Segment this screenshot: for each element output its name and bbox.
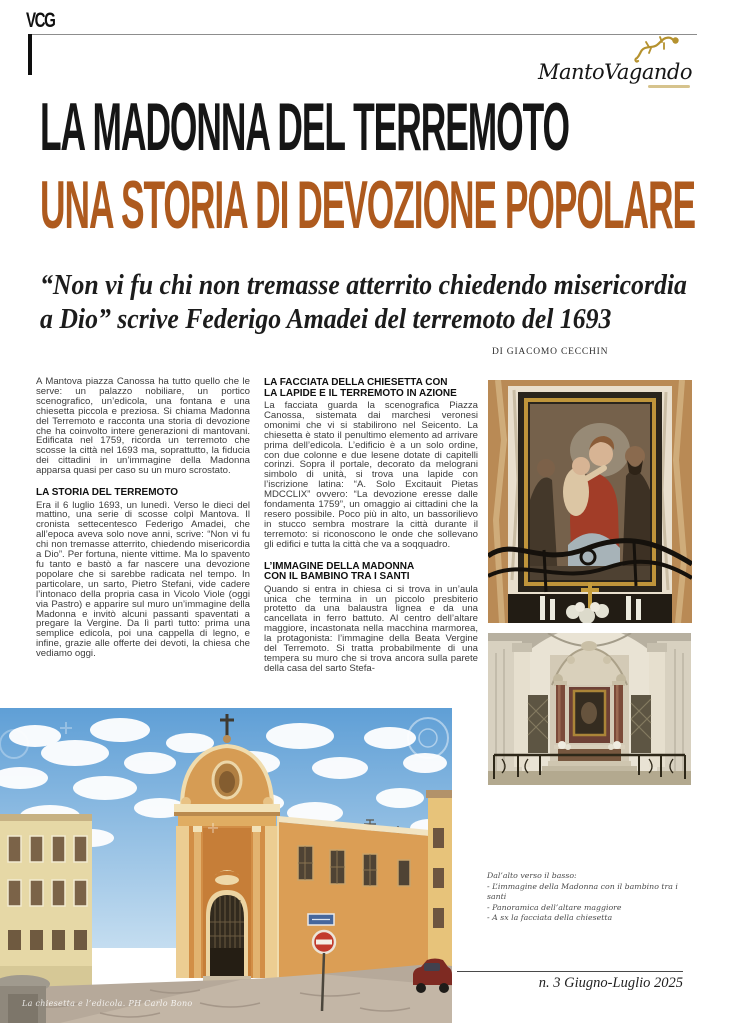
masthead-logo: VCG [26,9,55,32]
standfirst-line2: a Dio” scrive Federigo Amadei del terremoto del 1693 [40,304,612,335]
photo-church-facade [0,708,452,1023]
photo-madonna-painting [488,380,692,623]
footer-rule [457,971,683,972]
top-accent-bar [28,34,32,75]
caption-line: - L’immagine della Madonna con il bambino tra i santi [487,881,678,902]
article-column-2 [264,377,478,674]
section2-heading [264,378,478,399]
section2-body: La facciata guarda la scenografica Piazza Canossa, sistemata dai marchesi veronesi omonimi che vi si stabilirono nel Seicento. La chiesetta è stato il penultimo elemento ad arrivare prima dell’edicola. L’edificio è a un solo ordine, con due colonne e due lesene dotate di capitelli corinzi. Sopra il portale, decorato da melograni simbolo di unità, si trova una lapide con l’iscrizione latina: “A. Solo Excitauit Pietas MDCCLIX” ovvero: “La devozione eresse dalle fondamenta 1759”, un omaggio ai cittadini che la resero possibile. Poco più in alto, un bassorilievo in stucco sembra mostrare la città durante il terremoto: si riconoscono le onde che sollevano gli edifici e tutta la città che va a soqquadro. [264,400,478,550]
section1-body: Era il 6 luglio 1693, un lunedì. Verso le dieci del mattino, una serie di scosse colpì Mantova. Il cronista settecentesco Federigo Amadei, che all’epoca aveva solo nove anni, scrive: “Non vi fu chi non tremasse atterrito, chiedendo misericordia a Dio”. Per fortuna, niente vittime. Ma lo spavento fu tanto e bastò a far nascere una devozione popolare che si sarebbe radicata nel tempo. In particolare, un sarto, Pietro Stefani, vide cadere l’intonaco della propria casa in Vicolo Viole (oggi via Pastro) e apparire sul muro un’immagine della Madonna e invitò alcuni passanti spaventati a pregare la Vergine. Da lì partì tutto: prima una semplice edicola, poi una cappella di legno, e infine, grazie alle offerte dei devoti, la chiesa che vediamo oggi. [36,499,250,660]
top-rule [28,34,697,35]
byline: DI GIACOMO CECCHIN [492,347,609,357]
section2-heading-line2: LA LAPIDE E IL TERREMOTO IN AZIONE [264,387,457,399]
brand-tagline-mark [648,85,690,88]
intro-paragraph: A Mantova piazza Canossa ha tutto quello che le serve: un palazzo nobiliare, un portico scenografico, un’edicola, una fontana e una chiesetta piccola e preziosa. Si chiama Madonna del Terremoto e racconta una storia di devozione che ha coinvolto intere generazioni di mantovani. Edificata nel 1759, ricorda un terremoto che scosse la città nel 1693 ma, soprattutto, la fiducia dei cittadini in un’immagine della Madonna apparsa quasi per caso su un muro scrostato. [36,376,250,477]
section3-body: Quando si entra in chiesa ci si trova in un’aula unica che termina in un piccolo presbiterio protetto da una balaustra lignea e da una cancellata in ferro battuto. Al centro dell’altare maggiore, incastonata nella macchina marmorea, la protagonista: l’immagine della Beata Vergine del Terremoto. Si tratta probabilmente di una tempera su muro che si trova ancora sulla parete della casa del sarto Stefa- [264,583,478,674]
standfirst-line1: “Non vi fu chi non tremasse atterrito chiedendo misericordia [40,270,687,301]
section1-heading: LA STORIA DEL TERREMOTO [36,487,179,499]
brand-name: MantoVagando [538,60,692,84]
headline-line2: UNA STORIA DI DEVOZIONE POPOLARE [40,167,695,243]
caption-line: - A sx la facciata della chiesetta [487,913,613,923]
section3-heading-line1: L’IMMAGINE DELLA MADONNA [264,560,415,572]
section2-heading-line1: LA FACCIATA DELLA CHIESETTA CON [264,377,448,388]
footer-issue: n. 3 Giugno-Luglio 2025 [538,975,683,991]
headline-line1: LA MADONNA DEL TERREMOTO [40,89,570,165]
section3-heading [264,562,478,583]
photo-credit-overlay: La chiesetta e l’edicola. PH Carlo Bono [22,999,193,1008]
caption-intro: Dal’alto verso il basso: [487,871,577,880]
standfirst [40,269,687,337]
section3-heading-line2: CON IL BAMBINO TRA I SANTI [264,571,410,583]
article-column-1 [36,377,250,659]
photo-altar-interior [488,633,691,785]
caption-list [487,871,699,924]
brand-logo [538,36,700,92]
caption-line: - Panoramica dell’altare maggiore [487,902,622,912]
